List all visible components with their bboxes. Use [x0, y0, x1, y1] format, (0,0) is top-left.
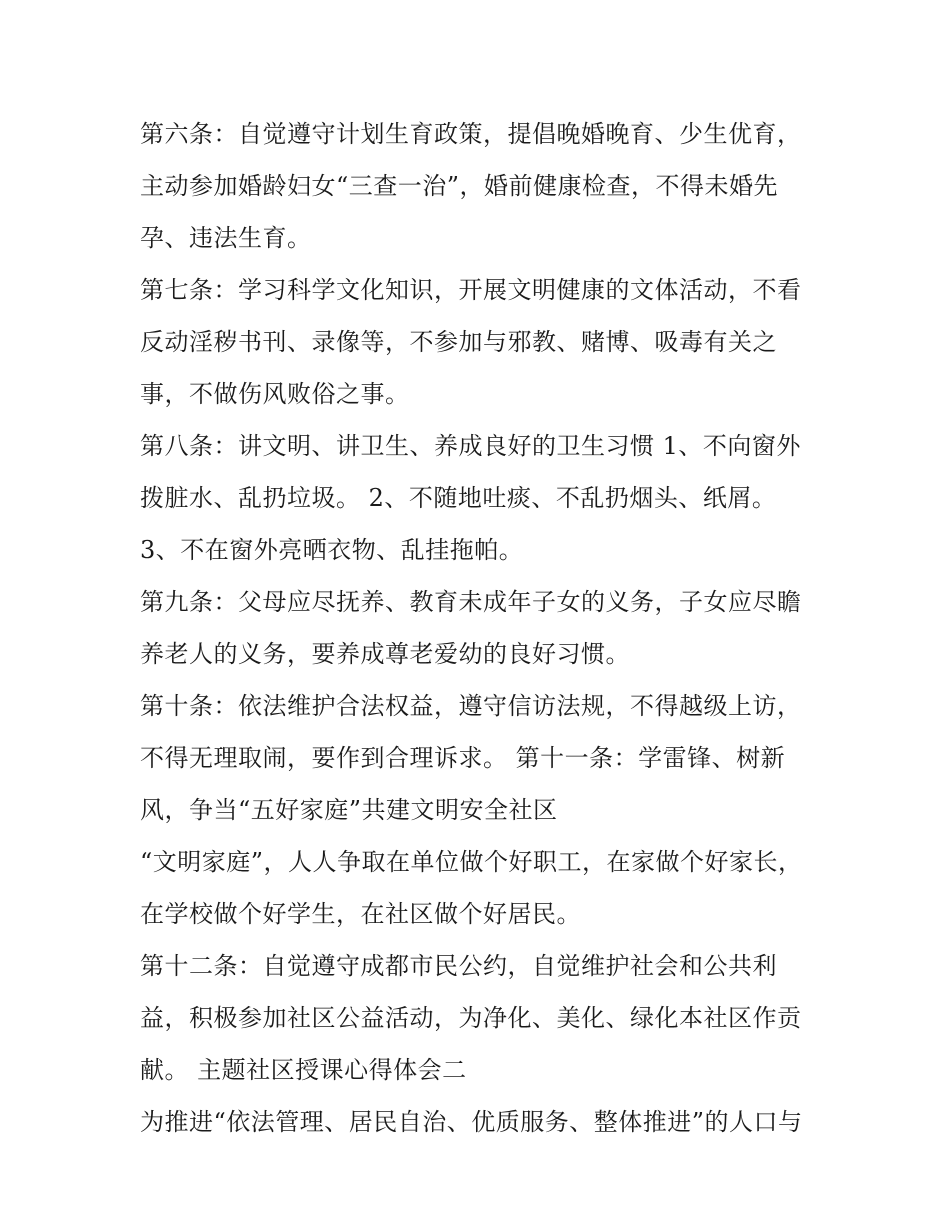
text-line: 拨脏水、乱扔垃圾。 2、不随地吐痰、不乱扔烟头、纸屑。	[140, 484, 777, 512]
text-line: 养老人的义务，要养成尊老爱幼的良好习惯。	[140, 640, 630, 668]
text-line: 第十二条：自觉遵守成都市民公约，自觉维护社会和公共利	[140, 952, 777, 980]
text-line: 为推进“依法管理、居民自治、优质服务、整体推进”的人口与	[140, 1108, 803, 1136]
text-line: 献。 主题社区授课心得体会二	[140, 1056, 467, 1084]
text-line: 风，争当“五好家庭”共建文明安全社区	[140, 796, 558, 824]
text-line: 反动淫秽书刊、录像等，不参加与邪教、赌博、吸毒有关之	[140, 328, 777, 356]
text-line: 孕、违法生育。	[140, 224, 312, 252]
text-line: 第十条：依法维护合法权益，遵守信访法规，不得越级上访，	[140, 692, 802, 720]
text-line: “文明家庭”，人人争取在单位做个好职工，在家做个好家长，	[140, 848, 803, 876]
text-line: 第八条：讲文明、讲卫生、养成良好的卫生习惯 1、不向窗外	[140, 432, 801, 460]
text-line: 不得无理取闹，要作到合理诉求。 第十一条：学雷锋、树新	[140, 744, 786, 772]
text-line: 益，积极参加社区公益活动，为净化、美化、绿化本社区作贡	[140, 1004, 802, 1032]
document-body	[140, 108, 820, 1148]
text-line: 第七条：学习科学文化知识，开展文明健康的文体活动，不看	[140, 276, 802, 304]
text-line: 主动参加婚龄妇女“三查一治”，婚前健康检查，不得未婚先	[140, 172, 779, 200]
text-line: 第六条：自觉遵守计划生育政策，提倡晚婚晚育、少生优育，	[140, 120, 802, 148]
text-line: 第九条：父母应尽抚养、教育未成年子女的义务，子女应尽瞻	[140, 588, 802, 616]
text-line: 3、不在窗外亮晒衣物、乱挂拖帕。	[140, 536, 524, 564]
text-line: 事，不做伤风败俗之事。	[140, 380, 410, 408]
text-line: 在学校做个好学生，在社区做个好居民。	[140, 900, 581, 928]
